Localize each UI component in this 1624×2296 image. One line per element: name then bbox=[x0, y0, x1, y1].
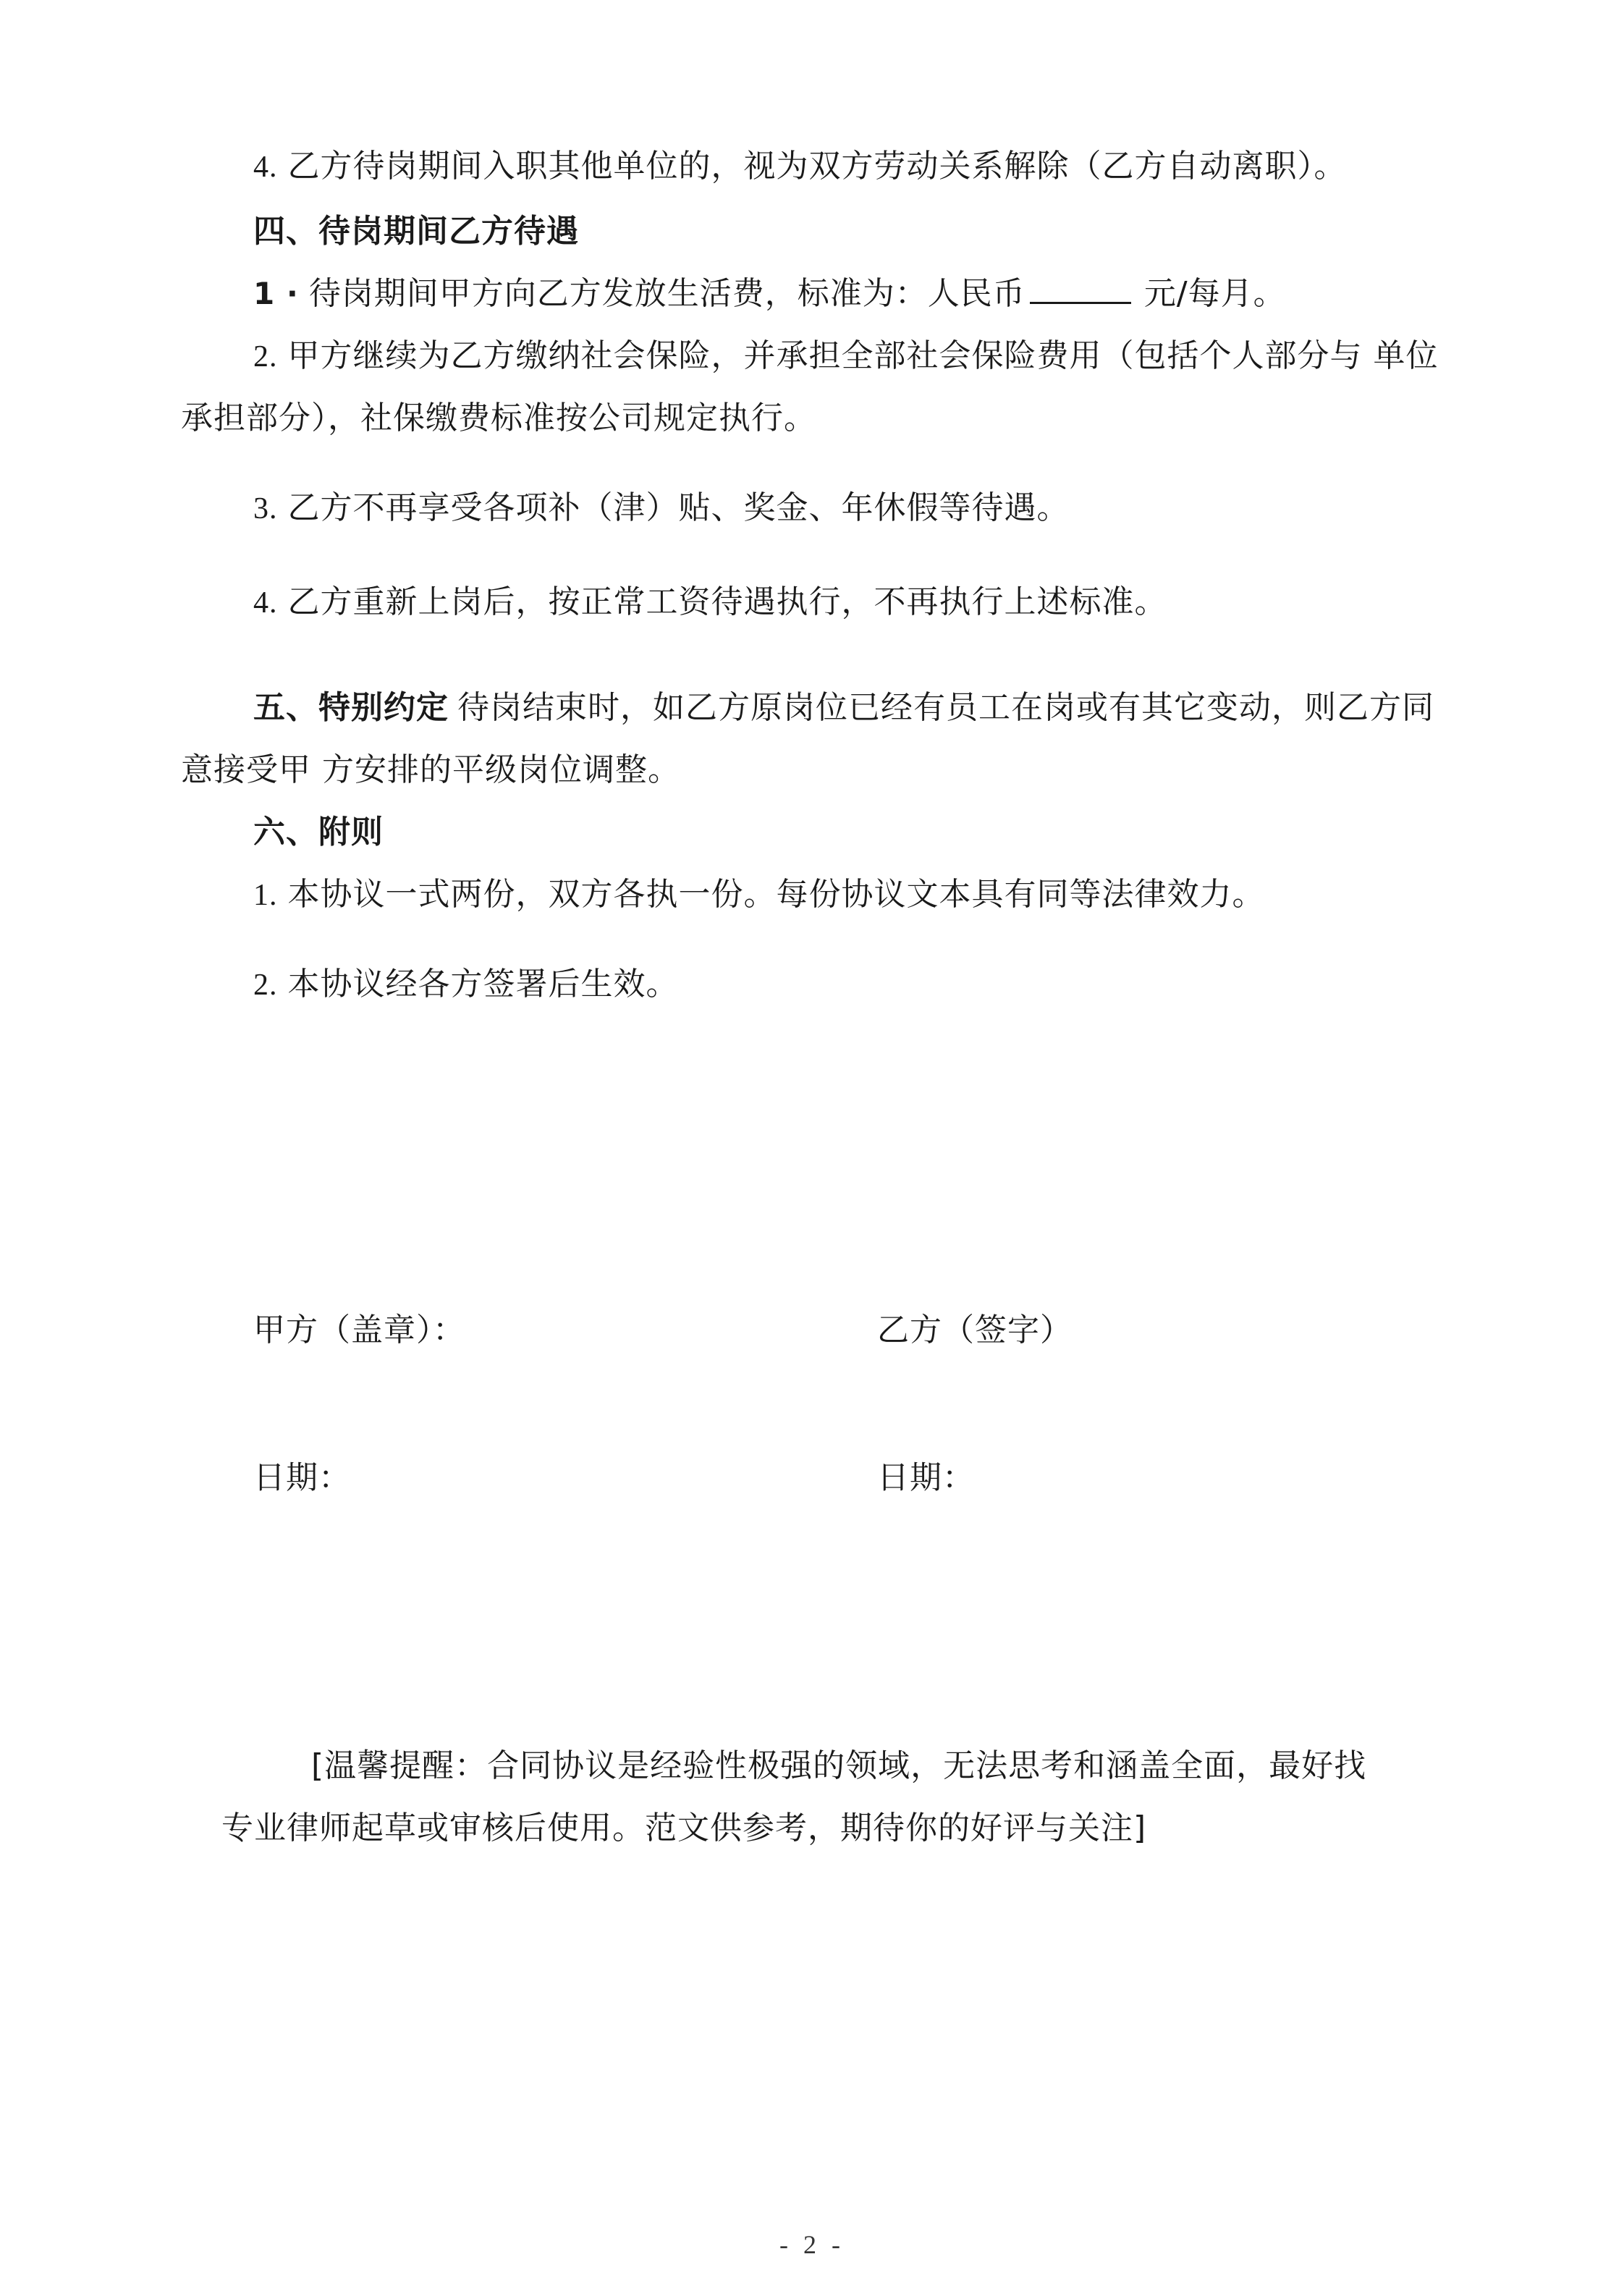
section6-item1 bbox=[253, 873, 1265, 917]
section4-heading: 四、待岗期间乙方待遇 bbox=[253, 213, 579, 250]
reminder-line1: [温馨提醒：合同协议是经验性极强的领域，无法思考和涵盖全面，最好找 bbox=[311, 1747, 1367, 1784]
reminder-line2: 专业律师起草或审核后使用。范文供参考，期待你的好评与关注] bbox=[221, 1810, 1147, 1846]
party-a-seal-label: 甲方（盖章）： bbox=[253, 1312, 465, 1349]
section4-item2-line1 bbox=[253, 334, 1438, 379]
section6-heading: 六、附则 bbox=[253, 814, 384, 851]
party-a-date-label: 日期： bbox=[253, 1459, 351, 1496]
section3-item4 bbox=[253, 145, 1347, 189]
item-number: 2. bbox=[253, 340, 278, 373]
item-text-before: 待岗期间甲方向乙方发放生活费，标准为：人民币 bbox=[308, 275, 1025, 312]
page-number: - 2 - bbox=[779, 2230, 845, 2259]
item-text: 乙方待岗期间入职其他单位的，视为双方劳动关系解除（乙方自动离职）。 bbox=[287, 148, 1347, 185]
item-text: 乙方不再享受各项补（津）贴、奖金、年休假等待遇。 bbox=[287, 489, 1070, 526]
section4-item4 bbox=[253, 581, 1167, 625]
item-number: 4. bbox=[253, 586, 278, 620]
item-number: 1 · bbox=[253, 276, 299, 311]
section6-item2 bbox=[253, 963, 679, 1007]
item-text: 乙方重新上岗后，按正常工资待遇执行，不再执行上述标准。 bbox=[287, 583, 1167, 620]
section5-heading: 五、特别约定 bbox=[253, 689, 449, 726]
item-number: 4. bbox=[253, 151, 278, 184]
amount-blank-field[interactable] bbox=[1030, 273, 1131, 304]
section5-text: 待岗结束时，如乙方原岗位已经有员工在岗或有其它变动，则乙方同 bbox=[457, 689, 1434, 726]
section5-line1 bbox=[253, 686, 1434, 730]
section4-item1 bbox=[253, 272, 1286, 316]
item-text: 本协议一式两份，双方各执一份。每份协议文本具有同等法律效力。 bbox=[287, 876, 1265, 913]
party-b-date-label: 日期： bbox=[877, 1459, 975, 1496]
section4-item2-line2: 承担部分），社保缴费标准按公司规定执行。 bbox=[181, 400, 816, 436]
party-b-signature-label: 乙方（签字） bbox=[877, 1312, 1073, 1349]
item-number: 2. bbox=[253, 968, 278, 1002]
item-text-after: 元/每月。 bbox=[1143, 275, 1286, 312]
section5-line2: 意接受甲 方安排的平级岗位调整。 bbox=[181, 751, 680, 788]
item-text: 本协议经各方签署后生效。 bbox=[287, 966, 679, 1003]
item-number: 1. bbox=[253, 879, 278, 912]
section4-item3 bbox=[253, 486, 1070, 531]
item-number: 3. bbox=[253, 492, 278, 526]
item-text: 甲方继续为乙方缴纳社会保险，并承担全部社会保险费用（包括个人部分与 单位 bbox=[287, 337, 1439, 374]
